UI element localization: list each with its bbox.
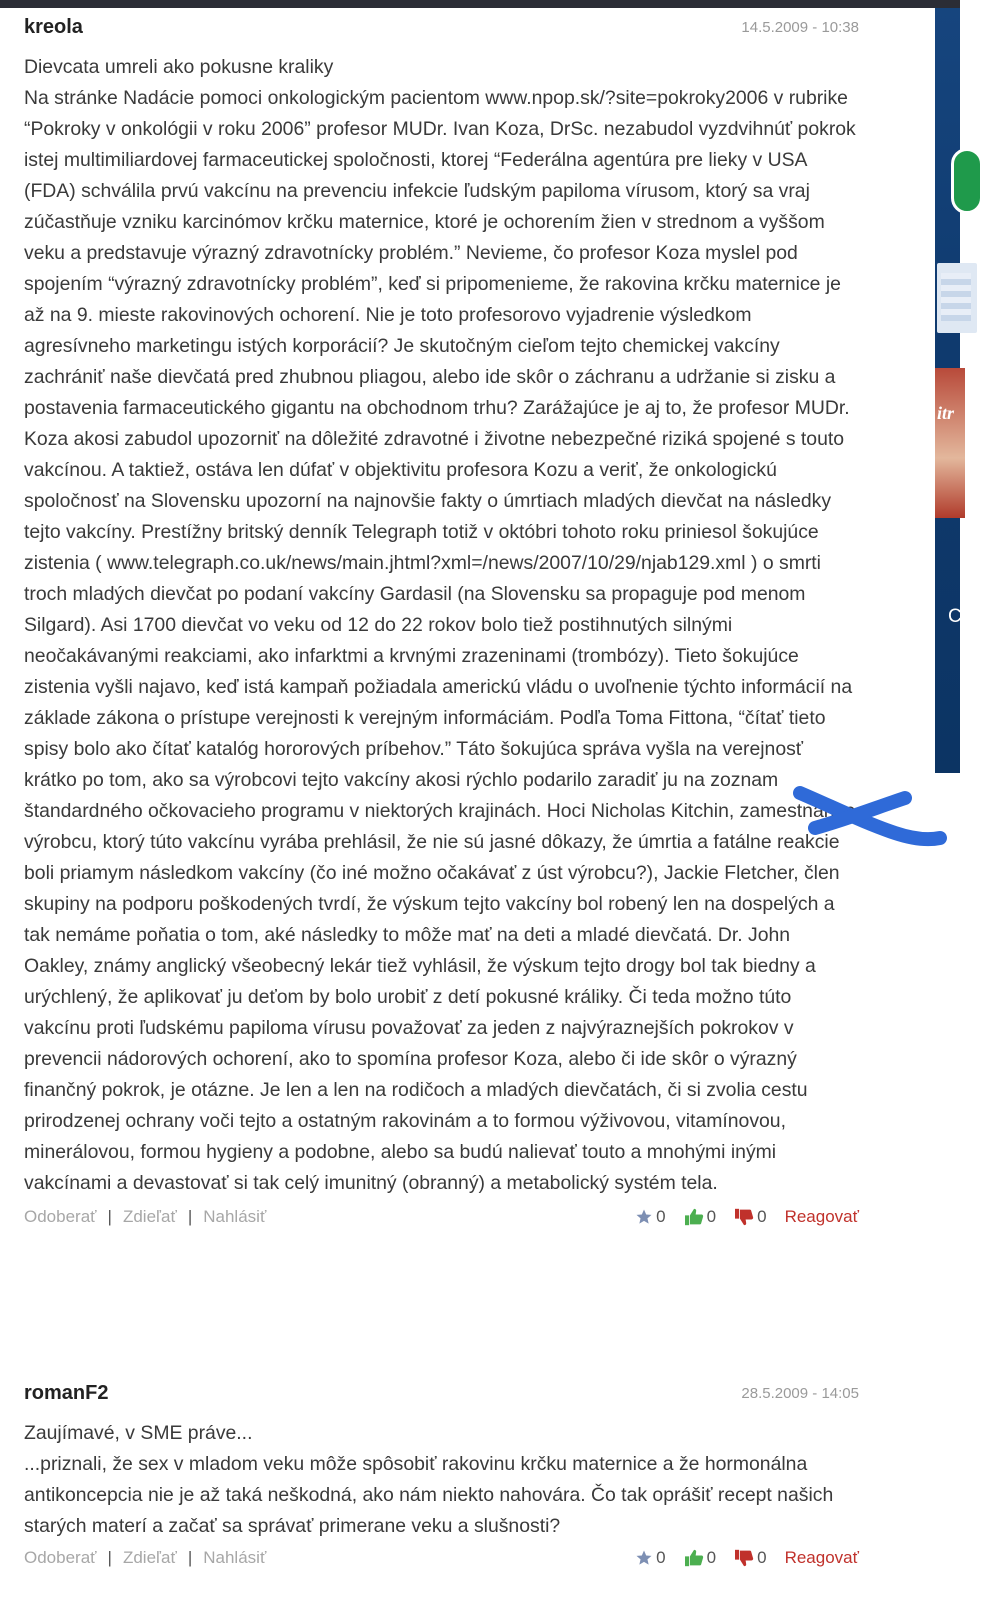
- ad-product-image: [935, 368, 965, 518]
- reply-button[interactable]: Reagovať: [784, 1548, 859, 1567]
- thumbs-down-icon: [734, 1208, 754, 1226]
- ad-footer-text: C: [948, 606, 962, 627]
- sidebar-ad-banner[interactable]: [935, 8, 960, 773]
- comment-body: Dievcata umreli ako pokusne kraliky Na stránke Nadácie pomoci onkologickým pacientom www.npop.sk/?site=pokroky2006 v rubrike “Pokroky v onkológii v roku 2006” profesor MUDr. Ivan Koza, DrSc. nezabudol vyzdvihnúť pokrok istej multimiliardovej farmaceutickej spoločnosti, ktorej “Federálna agentúra pre lieky v USA (FDA) schválila prvú vakcínu na prevenciu infekcie ľudským papiloma vírusom, ktorý sa vraj zúčastňuje vzniku karcinómov krčku maternice, ktoré je ochorením žien v strednom a vyššom veku a predstavuje výrazný zdravotnícky problém.” Nevieme, čo profesor Koza myslel pod spojením “výrazný zdravotnícky problém”, keď si pripomenieme, že rakovina krčku maternice je až na 9. mieste rakovinových ochorení. Nie je toto profesorovo vyjadrenie výsledkom agresívneho marketingu istých korporácií? Je skutočným cieľom tejto chemickej vakcíny zachrániť naše dievčatá pred zhubnou pliagou, alebo ide skôr o záchranu a udržanie si zisku a postavenia farmaceutického gigantu na obchodnom trhu? Zarážajúce je aj to, že profesor MUDr. Koza akosi zabudol upozorniť na dôležité zdravotné i životne nebezpečné riziká spojené s touto vakcínou. A taktiež, ostáva len dúfať v objektivitu profesora Kozu a veriť, že onkologickú spoločnosť na Slovensku upozorní na najnovšie fakty o úmrtiach mladých dievčat na následky tejto vakcíny. Prestížny britský denník Telegraph totiž v októbri tohoto roku priniesol šokujúce zistenia ( www.telegraph.co.uk/news/main.jhtml?xml=/news/2007/10/29/njab129.xml ) o smrti troch mladých dievčat po podaní vakcíny Gardasil (na Slovensku sa propaguje pod menom Silgard). Asi 1700 dievčat vo veku od 12 do 22 rokov bolo tiež postihnutých silnými neočakávanými reakciami, ako infarktmi a krvnými zrazeninami (trombózy). Tieto šokujúce zistenia vyšli najavo, keď istá kampaň požiadala americkú vládu o uvoľnenie týchto informácií na základe zákona o prístupe verejnosti k verejným informáciám. Podľa Toma Fittona, “čítať tieto spisy bolo ako čítať katalóg hororových príbehov.” Táto šokujúca správa vyšla na verejnosť krátko po tom, ako sa výrobcovi tejto vakcíny akosi rýchlo podarilo zaradiť ju na zoznam štandardného očkovacieho programu v niektorých krajinách. Hoci Nicholas Kitchin, zamestnanec výrobcu, ktorý túto vakcínu vyrába prehlásil, že nie sú jasné dôkazy, že úmrtia a fatálne reakcie boli priamym následkom vakcíny (čo iné možno očakávať z úst výrobcu?), Jackie Fletcher, člen skupiny na podporu poškodených tvrdí, že výskum tejto vakcíny bol robený len na dospelých a tak nemáme poňatia o tom, aké následky to môže mať na deti a mladé dievčatá. Dr. John Oakley, známy anglický všeobecný lekár tiež vyhlásil, že výskum tejto drogy bol tak biedny a urýchlený, že aplikovať ju deťom by bolo urobiť z detí pokusné králiky. Či teda možno túto vakcínu proti ľudskému papiloma vírusu považovať za jeden z najvýraznejších pokrokov v prevencii nádorových ochorení, ako to spomína profesor Koza, alebo či ide skôr o výrazný finančný pokrok, je otázne. Je len a len na rodičoch a mladých dievčatách, či si zvolia cestu prirodzenej ochrany voči tejto a ostatným rakovinám a to formou výživovou, vitamínovou, minerálovou, formou hygieny a podobne, alebo sa budú nalievať touto a mnohými inými vakcínami a devastovať si tak celý imunitný (obranný) a metabolický systém tela.: [24, 56, 856, 1194]
- report-link[interactable]: Nahlásiť: [203, 1548, 267, 1567]
- dislike-rating[interactable]: [734, 1207, 766, 1227]
- comment-header: [24, 1382, 859, 1406]
- like-count: 0: [706, 1207, 717, 1226]
- comment: [24, 16, 859, 1229]
- like-count: 0: [706, 1548, 717, 1567]
- comment-timestamp: 14.5.2009 - 10:38: [741, 19, 859, 36]
- comment-ratings: [635, 1207, 859, 1227]
- star-rating[interactable]: [635, 1207, 665, 1227]
- separator: |: [107, 1207, 112, 1226]
- comment-author[interactable]: romanF2: [24, 1382, 109, 1404]
- comment-ratings: [635, 1548, 859, 1568]
- comment: [24, 1382, 859, 1570]
- ad-product-box-image: [937, 263, 977, 333]
- comment-actions: [24, 1548, 859, 1570]
- comment-timestamp: 28.5.2009 - 14:05: [741, 1385, 859, 1402]
- comment-body: Zaujímavé, v SME práve... ...priznali, že sex v mladom veku môže spôsobiť rakovinu krčku maternice a že hormonálna antikoncepcia nie je až taká neškodná, ako nám niekto nahovára. Čo tak oprášiť recept našich starých materí a začať sa správať primerane veku a slušnosti?: [24, 1422, 834, 1537]
- like-rating[interactable]: [684, 1207, 716, 1227]
- share-link[interactable]: Zdieľať: [122, 1548, 177, 1567]
- thumbs-up-icon: [684, 1549, 704, 1567]
- ad-badge-icon: [951, 148, 983, 214]
- star-icon: [635, 1208, 653, 1226]
- star-count: 0: [656, 1207, 666, 1226]
- comment-actions: [24, 1207, 859, 1229]
- like-rating[interactable]: [684, 1548, 716, 1568]
- comment-links: [24, 1548, 266, 1568]
- unsubscribe-link[interactable]: Odoberať: [24, 1548, 97, 1567]
- separator: |: [187, 1207, 193, 1226]
- share-link[interactable]: Zdieľať: [122, 1207, 177, 1226]
- top-bar: [0, 0, 960, 8]
- separator: |: [107, 1548, 112, 1567]
- thumbs-up-icon: [684, 1208, 704, 1226]
- comment-author[interactable]: kreola: [24, 16, 83, 38]
- star-rating[interactable]: [635, 1548, 665, 1568]
- blue-scribble-mark: [795, 783, 945, 853]
- comment-header: [24, 16, 859, 40]
- ad-product-text: itr: [937, 403, 955, 423]
- comment-links: [24, 1207, 266, 1227]
- unsubscribe-link[interactable]: Odoberať: [24, 1207, 97, 1226]
- dislike-count: 0: [757, 1548, 767, 1567]
- dislike-count: 0: [757, 1207, 767, 1226]
- report-link[interactable]: Nahlásiť: [203, 1207, 267, 1226]
- dislike-rating[interactable]: [734, 1548, 766, 1568]
- thumbs-down-icon: [734, 1549, 754, 1567]
- separator: |: [187, 1548, 193, 1567]
- star-icon: [635, 1549, 653, 1567]
- star-count: 0: [656, 1548, 666, 1567]
- reply-button[interactable]: Reagovať: [784, 1207, 859, 1226]
